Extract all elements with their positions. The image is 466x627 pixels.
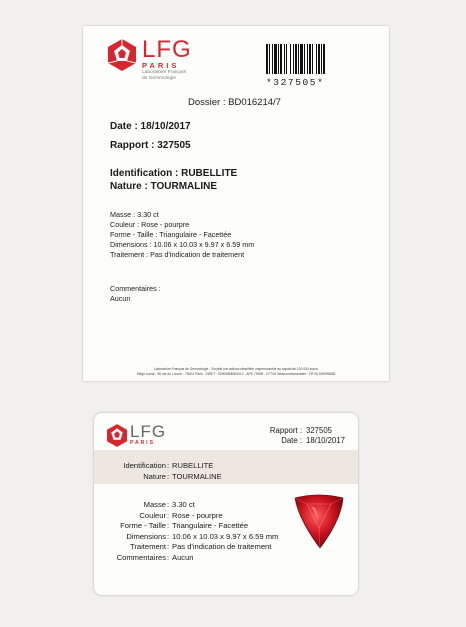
report-date: Date : 18/10/2017 [110,121,191,132]
card-commentaires-label: Commentaires [116,553,166,562]
footer-line-2: Siège social : 38 rue du Louvre - 75002 Paris - SIRET : 52909868300012 - APE 7490B - N°TVA Intracommunautaire : FR 06 529098683 [136,371,336,376]
gem-photo-icon [289,490,349,557]
comments-value: Aucun [110,294,131,303]
logo-brand: LFG [142,36,192,63]
card-couleur-label: Couleur [139,510,166,520]
card-dimensions-value: 10.06 x 10.03 x 9.97 x 6.59 mm [172,531,279,541]
footer-line-1: Laboratoire Français de Gemmologie - Société par actions simplifiée unipersonnelle au capital de 100 000 euros [153,367,319,371]
detail-dimensions: Dimensions : 10.06 x 10.03 x 9.97 x 6.59 mm [110,240,255,249]
colon: : [167,553,170,562]
card-logo-brand: LFG [130,422,167,441]
card-forme-value: Triangulaire - Facettée [172,521,249,531]
legal-footer [83,367,389,376]
dossier-number: Dossier : BD016214/7 [188,97,281,108]
detail-forme-taille: Forme - Taille : Triangulaire - Facettée [110,230,232,239]
detail-masse: Masse : 3.30 ct [110,210,159,219]
report-number: Rapport : 327505 [110,140,191,151]
card-logo [107,424,166,447]
card-couleur-value: Rose - pourpre [172,510,223,520]
card-dimensions-label: Dimensions [126,531,166,541]
barcode-number: *327505* [266,77,325,88]
gem-id-card [94,413,358,595]
card-rapport-value: 327505 [306,426,333,435]
band-rows [94,461,358,483]
card-masse-value: 3.30 ct [172,500,195,509]
identification: Identification : RUBELLITE [110,168,238,179]
card-forme-label: Forme - Taille [120,521,166,531]
card-date-label: Date : [281,436,302,445]
colon: : [167,461,170,470]
barcode-bar [325,44,326,74]
colon: : [167,471,170,481]
card-commentaires-value: Aucun [172,553,194,562]
logo-city: PARIS [142,61,180,70]
nature: Nature : TOURMALINE [110,181,218,192]
card-date-value: 18/10/2017 [306,436,346,445]
colon: : [167,521,170,531]
details-list [110,210,254,260]
colon: : [167,500,170,509]
card-nature-value: TOURMALINE [172,471,222,481]
colon: : [167,531,170,541]
detail-traitement: Traitement : Pas d'indication de traitement [110,250,245,259]
card-traitement-label: Traitement [129,542,166,552]
card-traitement-value: Pas d'indication de traitement [172,542,272,552]
card-logo-city: PARIS [130,440,155,446]
barcode-bars [266,44,351,74]
card-nature-label: Nature [143,471,166,481]
card-masse-label: Masse [143,500,166,509]
detail-couleur: Couleur : Rose - pourpre [110,220,190,229]
card-ref-labels [244,426,302,446]
comments-label: Commentaires : [110,284,161,293]
barcode [266,44,351,92]
hexagon-logo-icon [108,39,136,71]
colon: : [167,542,170,552]
lfg-logo [108,36,192,81]
card-hexagon-logo-icon [107,424,127,447]
logo-subtitle-1: Laboratoire Français [142,70,186,75]
card-identification-label: Identification [123,461,166,470]
card-ref-values [306,426,345,446]
colon: : [167,510,170,520]
card-rapport-label: Rapport : [269,426,302,435]
certificate-sheet [83,26,389,381]
logo-subtitle-2: de Gemmologie [142,75,176,81]
card-identification-value: RUBELLITE [172,461,214,470]
